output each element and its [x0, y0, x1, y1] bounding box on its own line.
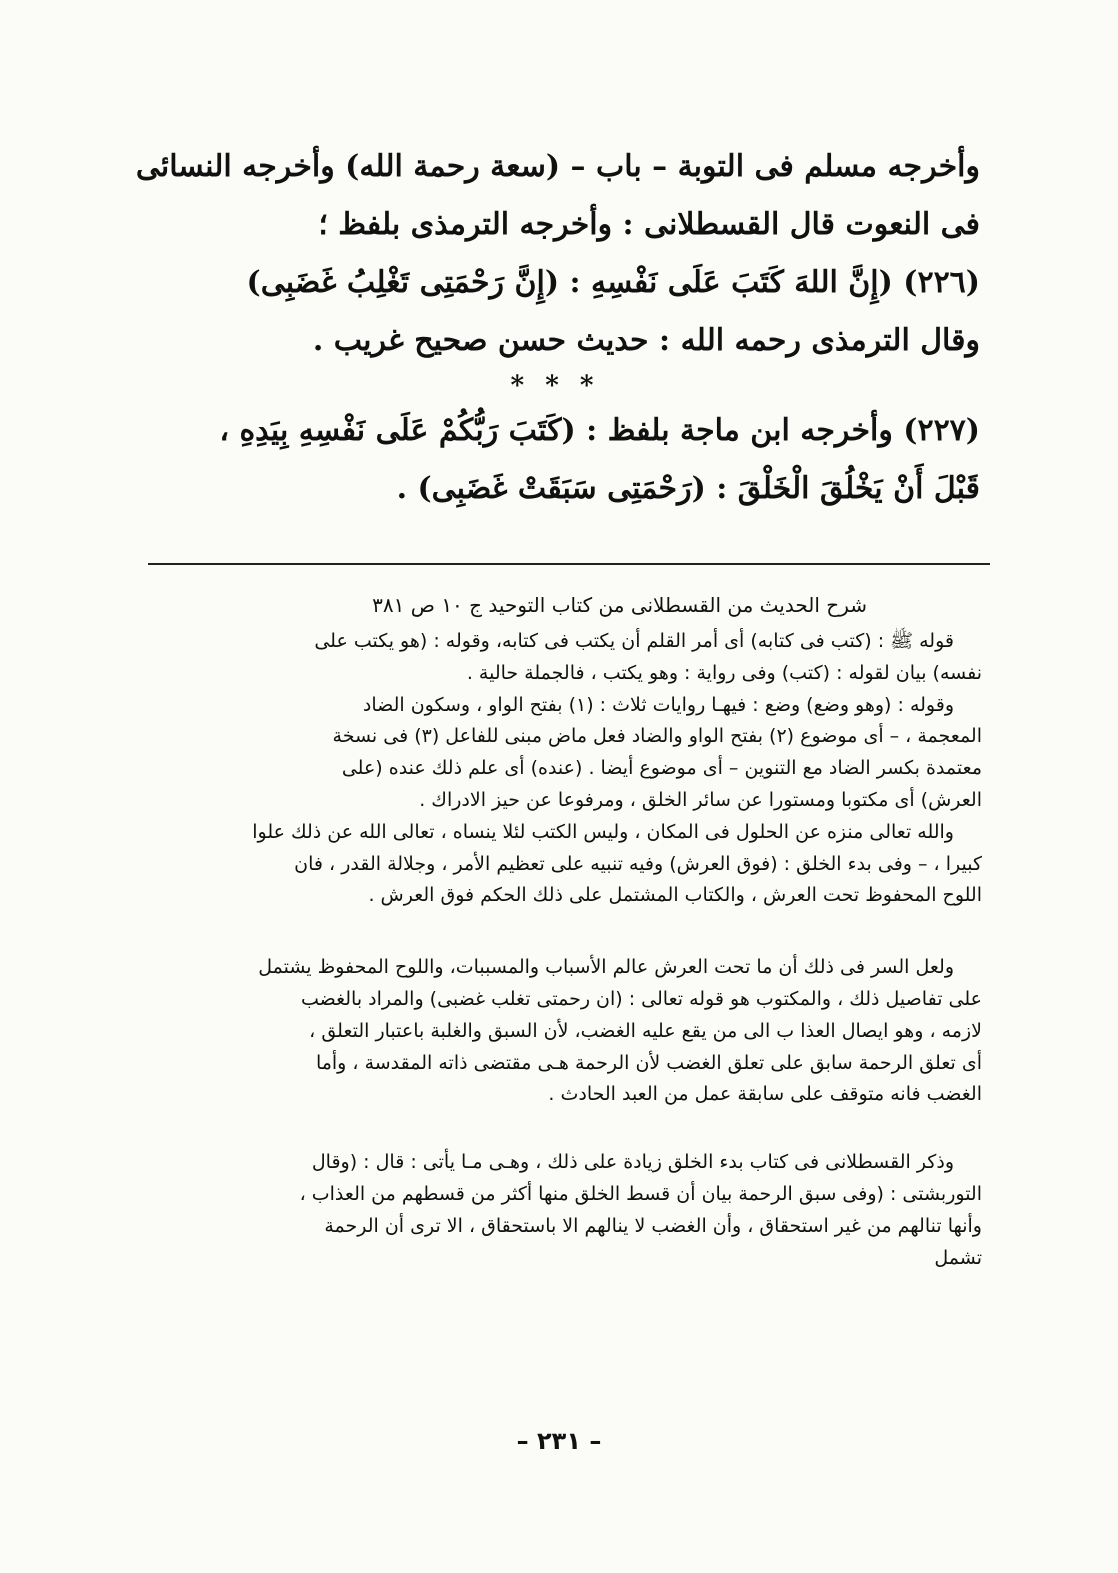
main-line: وقال الترمذى رحمه الله : حديث حسن صحيح غريب .: [312, 323, 980, 358]
main-line: وأخرجه مسلم فى التوبة – باب – (سعة رحمة الله) وأخرجه النسائى: [135, 149, 980, 184]
commentary-line: وذكر القسطلانى فى كتاب بدء الخلق زيادة على ذلك ، وهـى مـا يأتى : قال : (وقال: [311, 1151, 954, 1174]
main-line: فى النعوت قال القسطلانى : وأخرجه الترمذى بلفظ ؛: [318, 207, 980, 242]
commentary-line: المعجمة ، – أى موضوع (٢) بفتح الواو والضاد فعل ماض مبنى للفاعل (٣) فى نسخة: [332, 725, 982, 748]
commentary-line: لازمه ، وهو ايصال العذا ب الى من يقع عليه الغضب، لأن السبق والغلبة باعتبار التعلق ،: [309, 1019, 982, 1042]
commentary-line: والله تعالى منزه عن الحلول فى المكان ، وليس الكتب لئلا ينساه ، تعالى الله عن ذلك علوا: [252, 820, 954, 843]
commentary-section: [130, 588, 982, 1274]
commentary-line: تشمل: [934, 1246, 982, 1269]
commentary-line: أى تعلق الرحمة سابق على تعلق الغضب لأن الرحمة هـى مقتضى ذاته المقدسة ، وأما: [315, 1051, 982, 1074]
commentary-paragraph: [130, 626, 982, 690]
commentary-line: الغضب فانه متوقف على سابقة عمل من العبد الحادث .: [548, 1083, 982, 1106]
main-line: (٢٢٧) وأخرجه ابن ماجة بلفظ : (كَتَبَ رَبُّكُمْ عَلَى نَفْسِهِ بِيَدِهِ ،: [219, 413, 980, 448]
page-number: – ٢٣١ –: [516, 1427, 602, 1455]
main-text: [130, 138, 980, 518]
commentary-line: معتمدة بكسر الضاد مع التنوين – أى موضوع أيضا . (عنده) أى علم ذلك عنده (على: [341, 757, 982, 780]
commentary-paragraph: [130, 1147, 982, 1274]
commentary-line: وأنها تنالهم من غير استحقاق ، وأن الغضب لا ينالهم الا باستحقاق ، الا ترى أن الرحمة: [324, 1214, 982, 1237]
commentary-paragraph: [130, 690, 982, 817]
commentary-paragraph: [130, 817, 982, 912]
commentary-heading: شرح الحديث من القسطلانى من كتاب التوحيد ج ١٠ ص ٣٨١: [372, 593, 867, 617]
commentary-line: اللوح المحفوظ تحت العرش ، والكتاب المشتمل على ذلك الحكم فوق العرش .: [368, 884, 982, 907]
commentary-line: كبيرا ، – وفى بدء الخلق : (فوق العرش) وفيه تنبيه على تعظيم الأمر ، وجلالة القدر ، فان: [294, 852, 982, 875]
main-line: قَبْلَ أَنْ يَخْلُقَ الْخَلْقَ : (رَحْمَتِى سَبَقَتْ غَضَبِى) .: [396, 471, 980, 506]
commentary-line: على تفاصيل ذلك ، والمكتوب هو قوله تعالى : (ان رحمتى تغلب غضبى) والمراد بالغضب: [300, 987, 982, 1010]
main-line: (٢٢٦) (إِنَّ اللهَ كَتَبَ عَلَى نَفْسِهِ : (إِنَّ رَحْمَتِى تَغْلِبُ غَضَبِى): [246, 265, 980, 300]
footnote-divider: [148, 563, 990, 565]
commentary-line: وقوله : (وهو وضع) وضع : فيهـا روايات ثلاث : (١) بفتح الواو ، وسكون الضاد: [362, 693, 954, 716]
commentary-line: العرش) أى مكتوبا ومستورا عن سائر الخلق ، ومرفوعا عن حيز الادراك .: [419, 788, 982, 811]
separator-stars: * * *: [510, 371, 600, 401]
commentary-line: التوربشتى : (وفى سبق الرحمة بيان أن قسط الخلق منها أكثر من قسطهم من العذاب ،: [299, 1182, 982, 1205]
commentary-line: نفسه) بيان لقوله : (كتب) وفى رواية : وهو يكتب ، فالجملة حالية .: [466, 661, 982, 684]
commentary-line: قوله ﷺ : (كتب فى كتابه) أى أمر القلم أن يكتب فى كتابه، وقوله : (هو يكتب على: [314, 630, 954, 652]
commentary-line: ولعل السر فى ذلك أن ما تحت العرش عالم الأسباب والمسببات، واللوح المحفوظ يشتمل: [258, 956, 954, 979]
commentary-paragraph: [130, 952, 982, 1111]
